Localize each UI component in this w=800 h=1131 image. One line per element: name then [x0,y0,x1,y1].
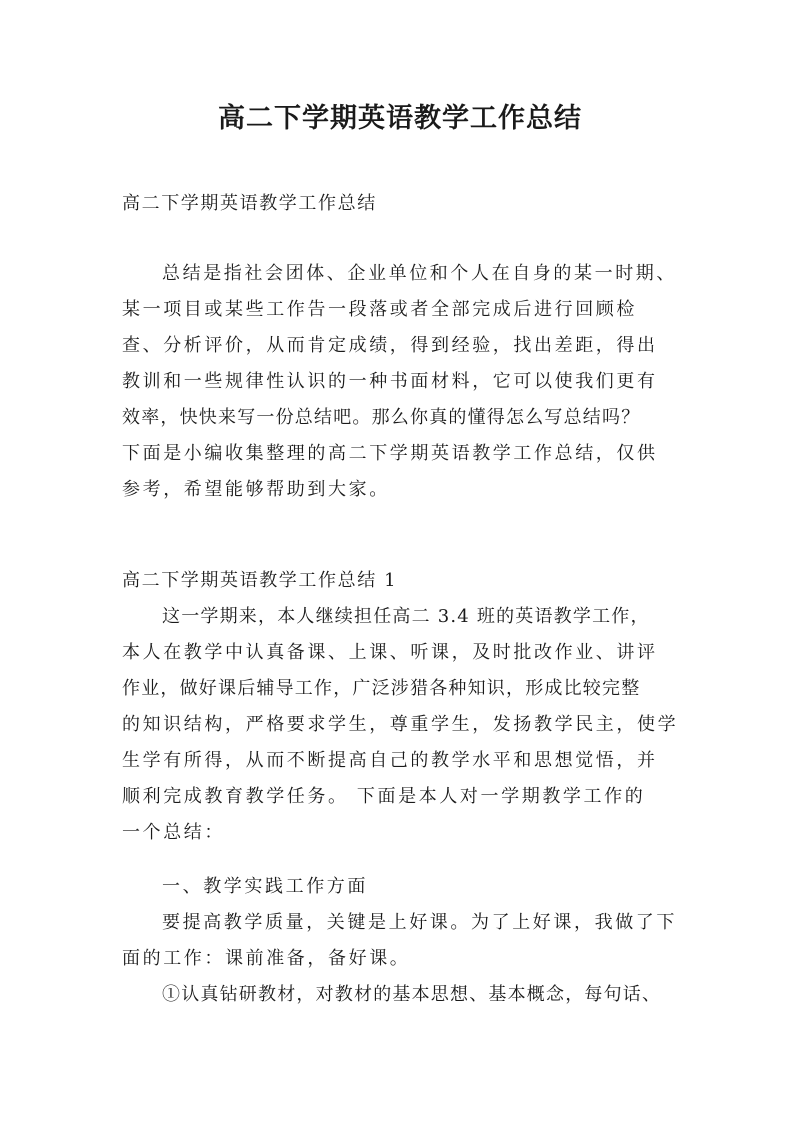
section-line: 的知识结构，严格要求学生，尊重学生，发扬教学民主，使学 [122,714,679,735]
document-subtitle: 高二下学期英语教学工作总结 [122,193,377,214]
section-line: 一个总结： [122,822,225,843]
document-title: 高二下学期英语教学工作总结 [218,103,582,134]
intro-line: 参考，希望能够帮助到大家。 [122,479,390,500]
section-line: 这一学期来，本人继续担任高二 3.4 班的英语教学工作， [162,606,650,627]
part-line: 面的工作：课前准备，备好课。 [122,948,411,969]
part-line: ①认真钻研教材，对教材的基本思想、基本概念，每句话、 [162,984,662,1005]
section-heading: 高二下学期英语教学工作总结 1 [122,570,398,591]
part-heading: 一、教学实践工作方面 [162,876,368,897]
intro-line: 查、分析评价，从而肯定成绩，得到经验，找出差距，得出 [122,335,658,356]
section-line: 生学有所得，从而不断提高自己的教学水平和思想觉悟，并 [122,750,658,771]
intro-line: 教训和一些规律性认识的一种书面材料，它可以使我们更有 [122,371,658,392]
section-line: 本人在教学中认真备课、上课、听课，及时批改作业、讲评 [122,642,658,663]
intro-line: 总结是指社会团体、企业单位和个人在自身的某一时期、 [162,263,677,284]
section-line: 作业，做好课后辅导工作，广泛涉猎各种知识，形成比较完整 [122,678,641,699]
part-line: 要提高教学质量，关键是上好课。为了上好课，我做了下 [162,912,677,933]
intro-line: 下面是小编收集整理的高二下学期英语教学工作总结，仅供 [122,443,658,464]
section-line: 顺利完成教育教学任务。 下面是本人对一学期教学工作的 [122,786,646,807]
intro-line: 某一项目或某些工作告一段落或者全部完成后进行回顾检 [122,299,637,320]
intro-line: 效率，快快来写一份总结吧。那么你真的懂得怎么写总结吗？ [122,407,641,428]
